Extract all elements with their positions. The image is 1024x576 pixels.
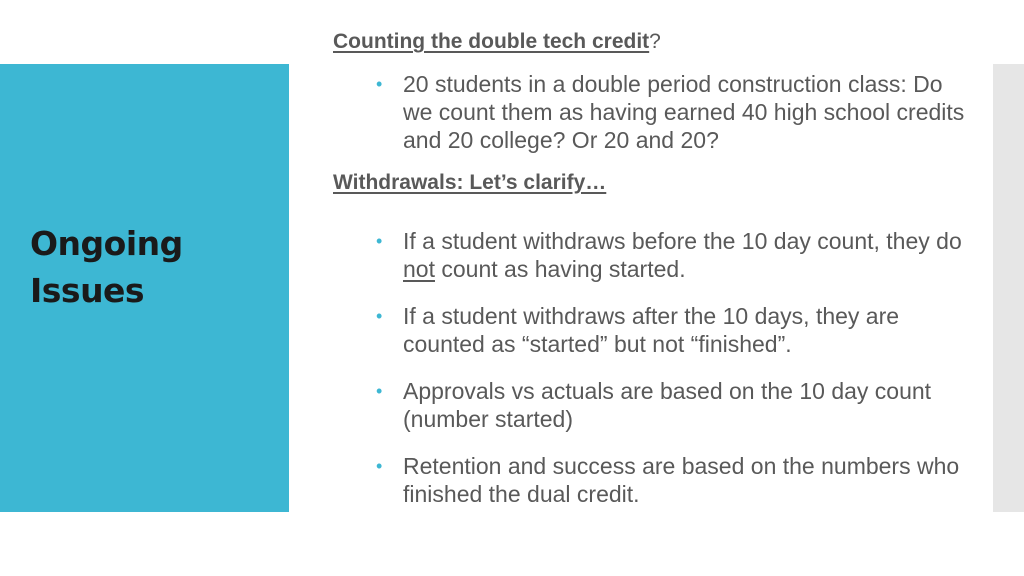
bullet-icon: • [376, 74, 383, 94]
double-credit-bullet-list [333, 70, 973, 154]
right-decor-band [993, 64, 1024, 512]
slide-title-line-1: Ongoing [30, 224, 183, 263]
list-item [333, 377, 973, 433]
bullet-icon: • [376, 456, 383, 476]
bullet-text: If a student withdraws after the 10 days, they are counted as “started” but not “finished”. [403, 303, 900, 357]
list-item [333, 70, 973, 154]
list-item [333, 227, 973, 283]
bullet-icon: • [376, 306, 383, 326]
slide-title-line-2: Issues [30, 271, 145, 310]
heading-underlined-text: Counting the double tech credit [333, 30, 650, 53]
section-heading-withdrawals [333, 167, 973, 199]
heading-question-mark: ? [649, 30, 661, 53]
bullet-icon: • [376, 231, 383, 251]
bullet-text-before: If a student withdraws before the 10 day count, they do [403, 228, 962, 254]
section-heading-double-tech-credit [333, 26, 973, 58]
bullet-text: Approvals vs actuals are based on the 10 day count (number started) [403, 378, 932, 432]
emphasis-not: not [403, 256, 435, 282]
slide-content [333, 26, 973, 508]
withdrawals-bullet-list [333, 227, 973, 508]
list-item [333, 302, 973, 358]
bullet-icon: • [376, 381, 383, 401]
bullet-text-after: count as having started. [434, 256, 686, 282]
bullet-text: Retention and success are based on the numbers who finished the dual credit. [403, 453, 960, 507]
list-item [333, 452, 973, 508]
heading-underlined-text: Withdrawals: Let’s clarify… [333, 171, 607, 194]
slide-title [30, 220, 280, 314]
bullet-text: 20 students in a double period construction class: Do we count them as having earned 40 high school credits and 20 college? Or 20 and 20? [403, 71, 965, 153]
